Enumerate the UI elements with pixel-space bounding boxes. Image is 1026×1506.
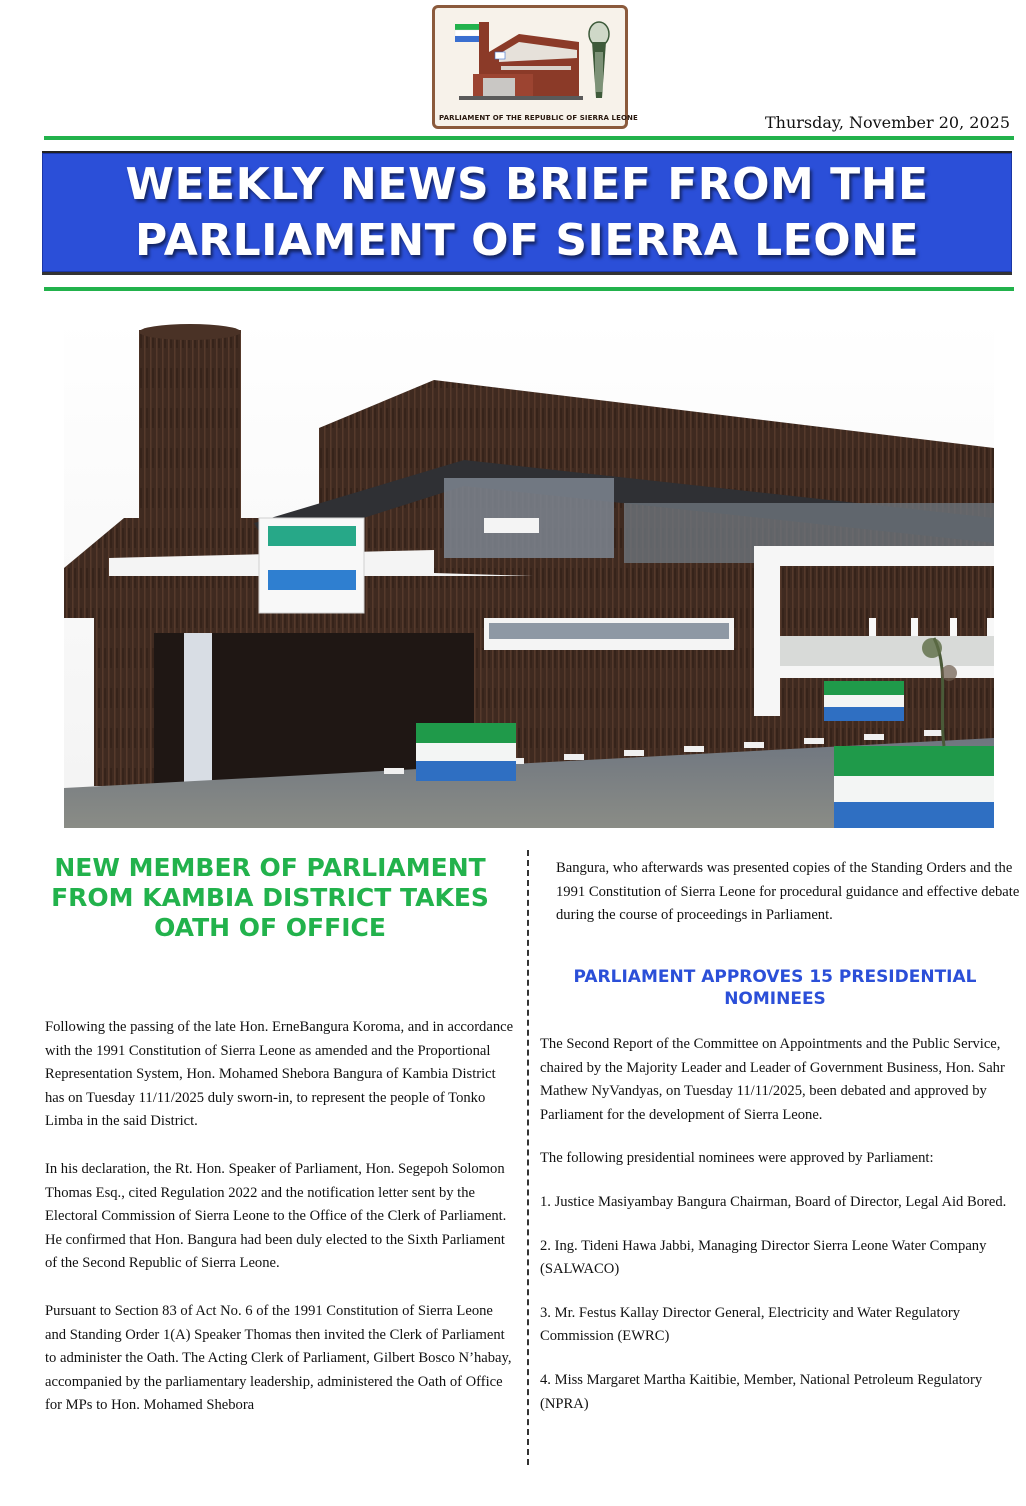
article-1-paragraph: Pursuant to Section 83 of Act No. 6 of the 1991 Constitution of Sierra Leone and Standing Order 1(A) Speaker Thomas then invited the Clerk of Parliament to administer the Oath. The Acting Clerk of Parliament, Gilbert Bosco N’habay, accompanied by the parliamentary leadership, administered the Oath of Office for MPs to Hon. Mohamed Shebora [45,1302,512,1414]
title-line-2: PARLIAMENT OF SIERRA LEONE [134,215,919,266]
nominee-list-item: 2. Ing. Tideni Hawa Jabbi, Managing Director Sierra Leone Water Company (SALWACO) [540,1237,987,1278]
article-1-continuation: Bangura, who afterwards was presented copies of the Standing Orders and the 1991 Constitution of Sierra Leone for procedural guidance and effective debate during the course of proceedings in Parliament. [556,860,1020,924]
article-2-body [540,1033,1015,1436]
parliament-building-photo [64,318,994,828]
parliament-building-emblem [439,12,621,108]
parliament-logo [432,5,638,129]
title-banner [42,151,1012,275]
nominee-list-item: 1. Justice Masiyambay Bangura Chairman, Board of Director, Legal Aid Bored. [540,1193,1007,1210]
article-1-paragraph: In his declaration, the Rt. Hon. Speaker of Parliament, Hon. Segepoh Solomon Thomas Esq., cited Regulation 2022 and the notification letter sent by the Electoral Commission of Sierra Leone to the Office of the Clerk of Parliament. He confirmed that Hon. Bangura had been duly elected to the Sixth Parliament of the Second Republic of Sierra Leone. [45,1160,507,1272]
title-line-1: WEEKLY NEWS BRIEF FROM THE [125,159,929,210]
publication-title [42,157,1012,269]
nominee-list-item: 3. Mr. Festus Kallay Director General, Electricity and Water Regulatory Commission (EWRC) [540,1304,961,1345]
article-2-paragraph: The Second Report of the Committee on Appointments and the Public Service, chaired by the Majority Leader and Leader of Government Business, Hon. Sahr Mathew NyVandyas, on Tuesday 11/11/2025, been debated and approved by Parliament for the development of Sierra Leone. [540,1036,1005,1123]
article-2-headline: PARLIAMENT APPROVES 15 PRESIDENTIAL NOMINEES [573,967,977,1009]
issue-date: Thursday, November 20, 2025 [764,113,1010,132]
article-1-headline: NEW MEMBER OF PARLIAMENT FROM KAMBIA DISTRICT TAKES OATH OF OFFICE [51,853,489,942]
logo-caption: PARLIAMENT OF THE REPUBLIC OF SIERRA LEONE [439,114,638,122]
nominee-list-item: 4. Miss Margaret Martha Kaitibie, Member, National Petroleum Regulatory (NPRA) [540,1371,983,1412]
article-2-paragraph: The following presidential nominees were approved by Parliament: [540,1150,934,1167]
top-green-rule [44,136,1014,140]
article-1-body [45,1016,515,1442]
column-divider [527,850,529,1465]
article-1-paragraph: Following the passing of the late Hon. ErneBangura Koroma, and in accordance with the 1991 Constitution of Sierra Leone as amended and the Proportional Representation System, Hon. Mohamed Shebora Bangura of Kambia District has on Tuesday 11/11/2025 duly sworn-in, to represent the people of Tonko Limba in the said District. [45,1019,514,1130]
bottom-green-rule [44,287,1014,291]
